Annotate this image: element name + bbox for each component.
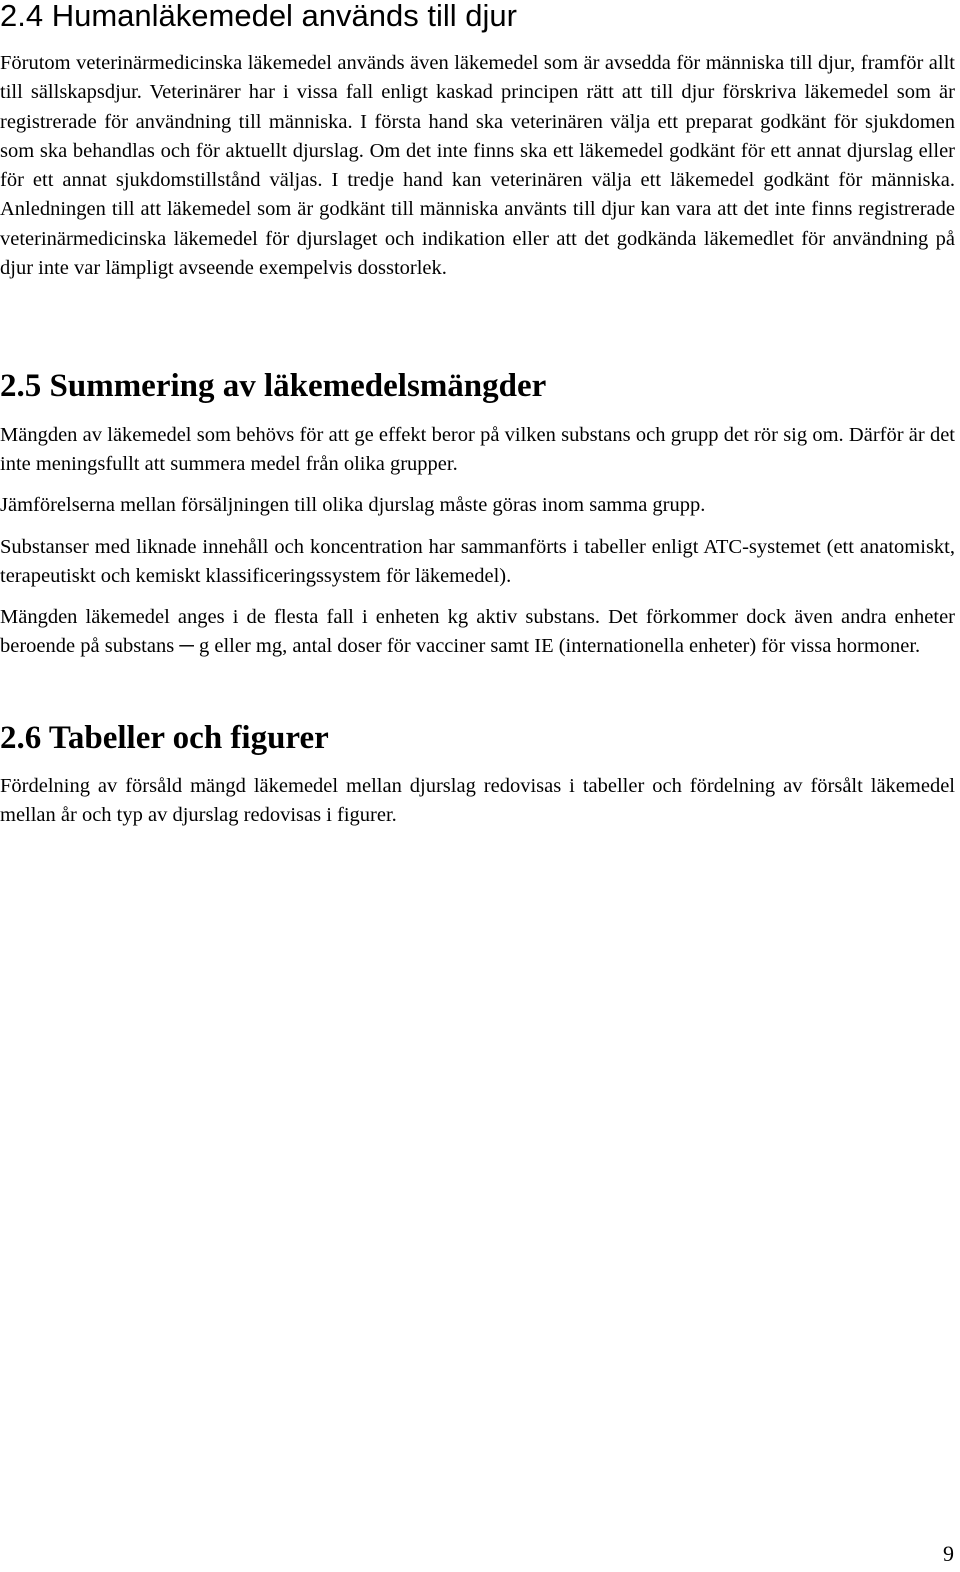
section-heading-2-6: 2.6 Tabeller och figurer: [0, 720, 329, 756]
section-2-5-paragraph-4: Mängden läkemedel anges i de flesta fall i enheten kg aktiv substans. Det förkommer dock även andra enheter beroende på substans ─ g eller mg, antal doser för vacciner samt IE (internationella enheter) för vissa hormoner.: [0, 606, 955, 658]
page-number: 9: [943, 1541, 954, 1566]
section-2-6-paragraph: Fördelning av försåld mängd läkemedel mellan djurslag redovisas i tabeller och fördelning av försålt läkemedel mellan år och typ av djurslag redovisas i figurer.: [0, 775, 955, 827]
section-2-5-paragraph-2: Jämförelserna mellan försäljningen till olika djurslag måste göras inom samma grupp.: [0, 494, 706, 516]
section-2-5-paragraph-1: Mängden av läkemedel som behövs för att ge effekt beror på vilken substans och grupp det rör sig om. Därför är det inte meningsfullt att summera medel från olika grupper.: [0, 424, 955, 476]
section-heading-2-4: 2.4 Humanläkemedel används till djur: [0, 0, 517, 33]
section-heading-2-5: 2.5 Summering av läkemedelsmängder: [0, 368, 547, 404]
section-2-4-paragraph: Förutom veterinärmedicinska läkemedel används även läkemedel som är avsedda för människa till djur, framför allt till sällskapsdjur. Veterinärer har i vissa fall enligt kaskad principen rätt att till djur förskriva läkemedel som är registrerade för användning till människa. I första hand ska veterinären välja ett preparat godkänt för sjukdomen som ska behandlas och för aktuellt djurslag. Om det inte finns ska ett läkemedel godkänt för ett annat djurslag eller för ett annat sjukdomstillstånd väljas. I tredje hand kan veterinären välja ett läkemedel godkänt för människa. Anledningen till att läkemedel som är godkänt till människa använts till djur kan vara att det inte finns registrerade veterinärmedicinska läkemedel för djurslaget och indikation eller att det godkända läkemedlet för användning på djur inte var lämpligt avseende exempelvis dosstorlek.: [0, 52, 955, 280]
section-2-5-paragraph-3: Substanser med liknade innehåll och koncentration har sammanförts i tabeller enligt ATC-systemet (ett anatomiskt, terapeutiskt och kemiskt klassificeringssystem för läkemedel).: [0, 536, 955, 588]
